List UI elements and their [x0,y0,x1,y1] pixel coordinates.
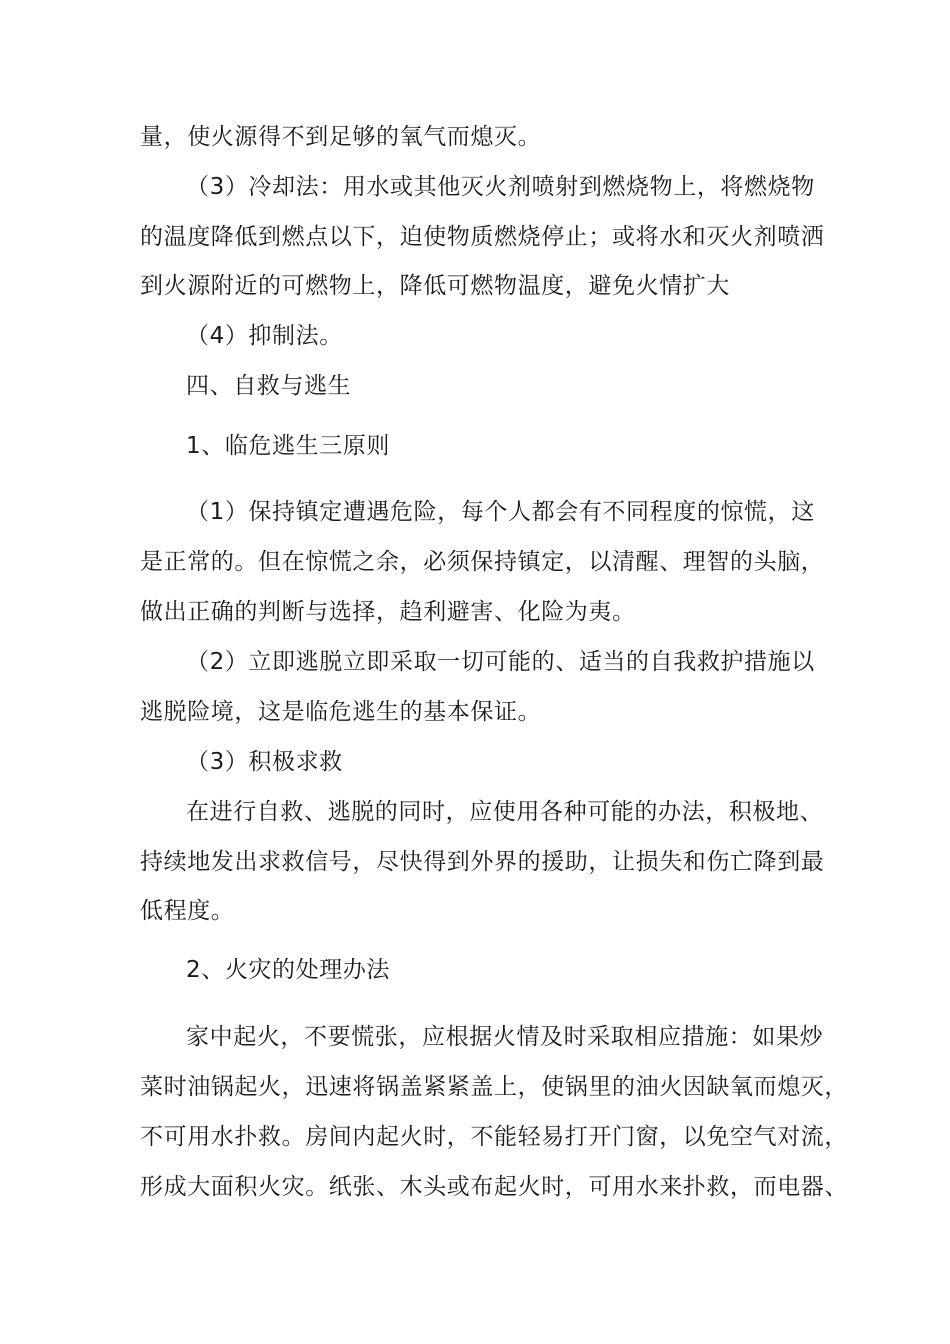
text-line: （4）抑制法。 [186,323,343,349]
text-line: 不可用水扑救。房间内起火时，不能轻易打开门窗，以免空气对流， [140,1124,848,1150]
section-heading: 四、自救与逃生 [186,373,352,399]
text-line: 持续地发出求救信号，尽快得到外界的援助，让损失和伤亡降到最 [140,849,825,875]
text-line: 在进行自救、逃脱的同时，应使用各种可能的办法，积极地、 [186,799,824,825]
text-line: （1）保持镇定遭遇危险，每个人都会有不同程度的惊慌，这 [186,499,815,525]
text-line: （2）立即逃脱立即采取一切可能的、适当的自我救护措施以 [186,649,815,675]
text-line: 量，使火源得不到足够的氧气而熄灭。 [140,124,542,150]
subsection-heading: 2、火灾的处理办法 [186,957,391,983]
text-line: 低程度。 [140,898,235,924]
text-line: 菜时油锅起火，迅速将锅盖紧紧盖上，使锅里的油火因缺氧而熄灭， [140,1074,848,1100]
text-line: 的温度降低到燃点以下，迫使物质燃烧停止；或将水和灭火剂喷洒 [140,224,825,250]
text-line: （3）积极求救 [186,749,343,775]
text-line: 逃脱险境，这是临危逃生的基本保证。 [140,699,542,725]
text-line: 家中起火，不要慌张，应根据火情及时采取相应措施：如果炒 [186,1024,824,1050]
subsection-heading: 1、临危逃生三原则 [186,433,391,459]
text-line: 形成大面积火灾。纸张、木头或布起火时，可用水来扑救，而电器、 [140,1174,848,1200]
text-line: 是正常的。但在惊慌之余，必须保持镇定，以清醒、理智的头脑， [140,549,825,575]
text-line: （3）冷却法：用水或其他灭火剂喷射到燃烧物上，将燃烧物 [186,174,815,200]
text-line: 到火源附近的可燃物上，降低可燃物温度，避免火情扩大 [140,273,730,299]
text-line: 做出正确的判断与选择，趋利避害、化险为夷。 [140,599,636,625]
